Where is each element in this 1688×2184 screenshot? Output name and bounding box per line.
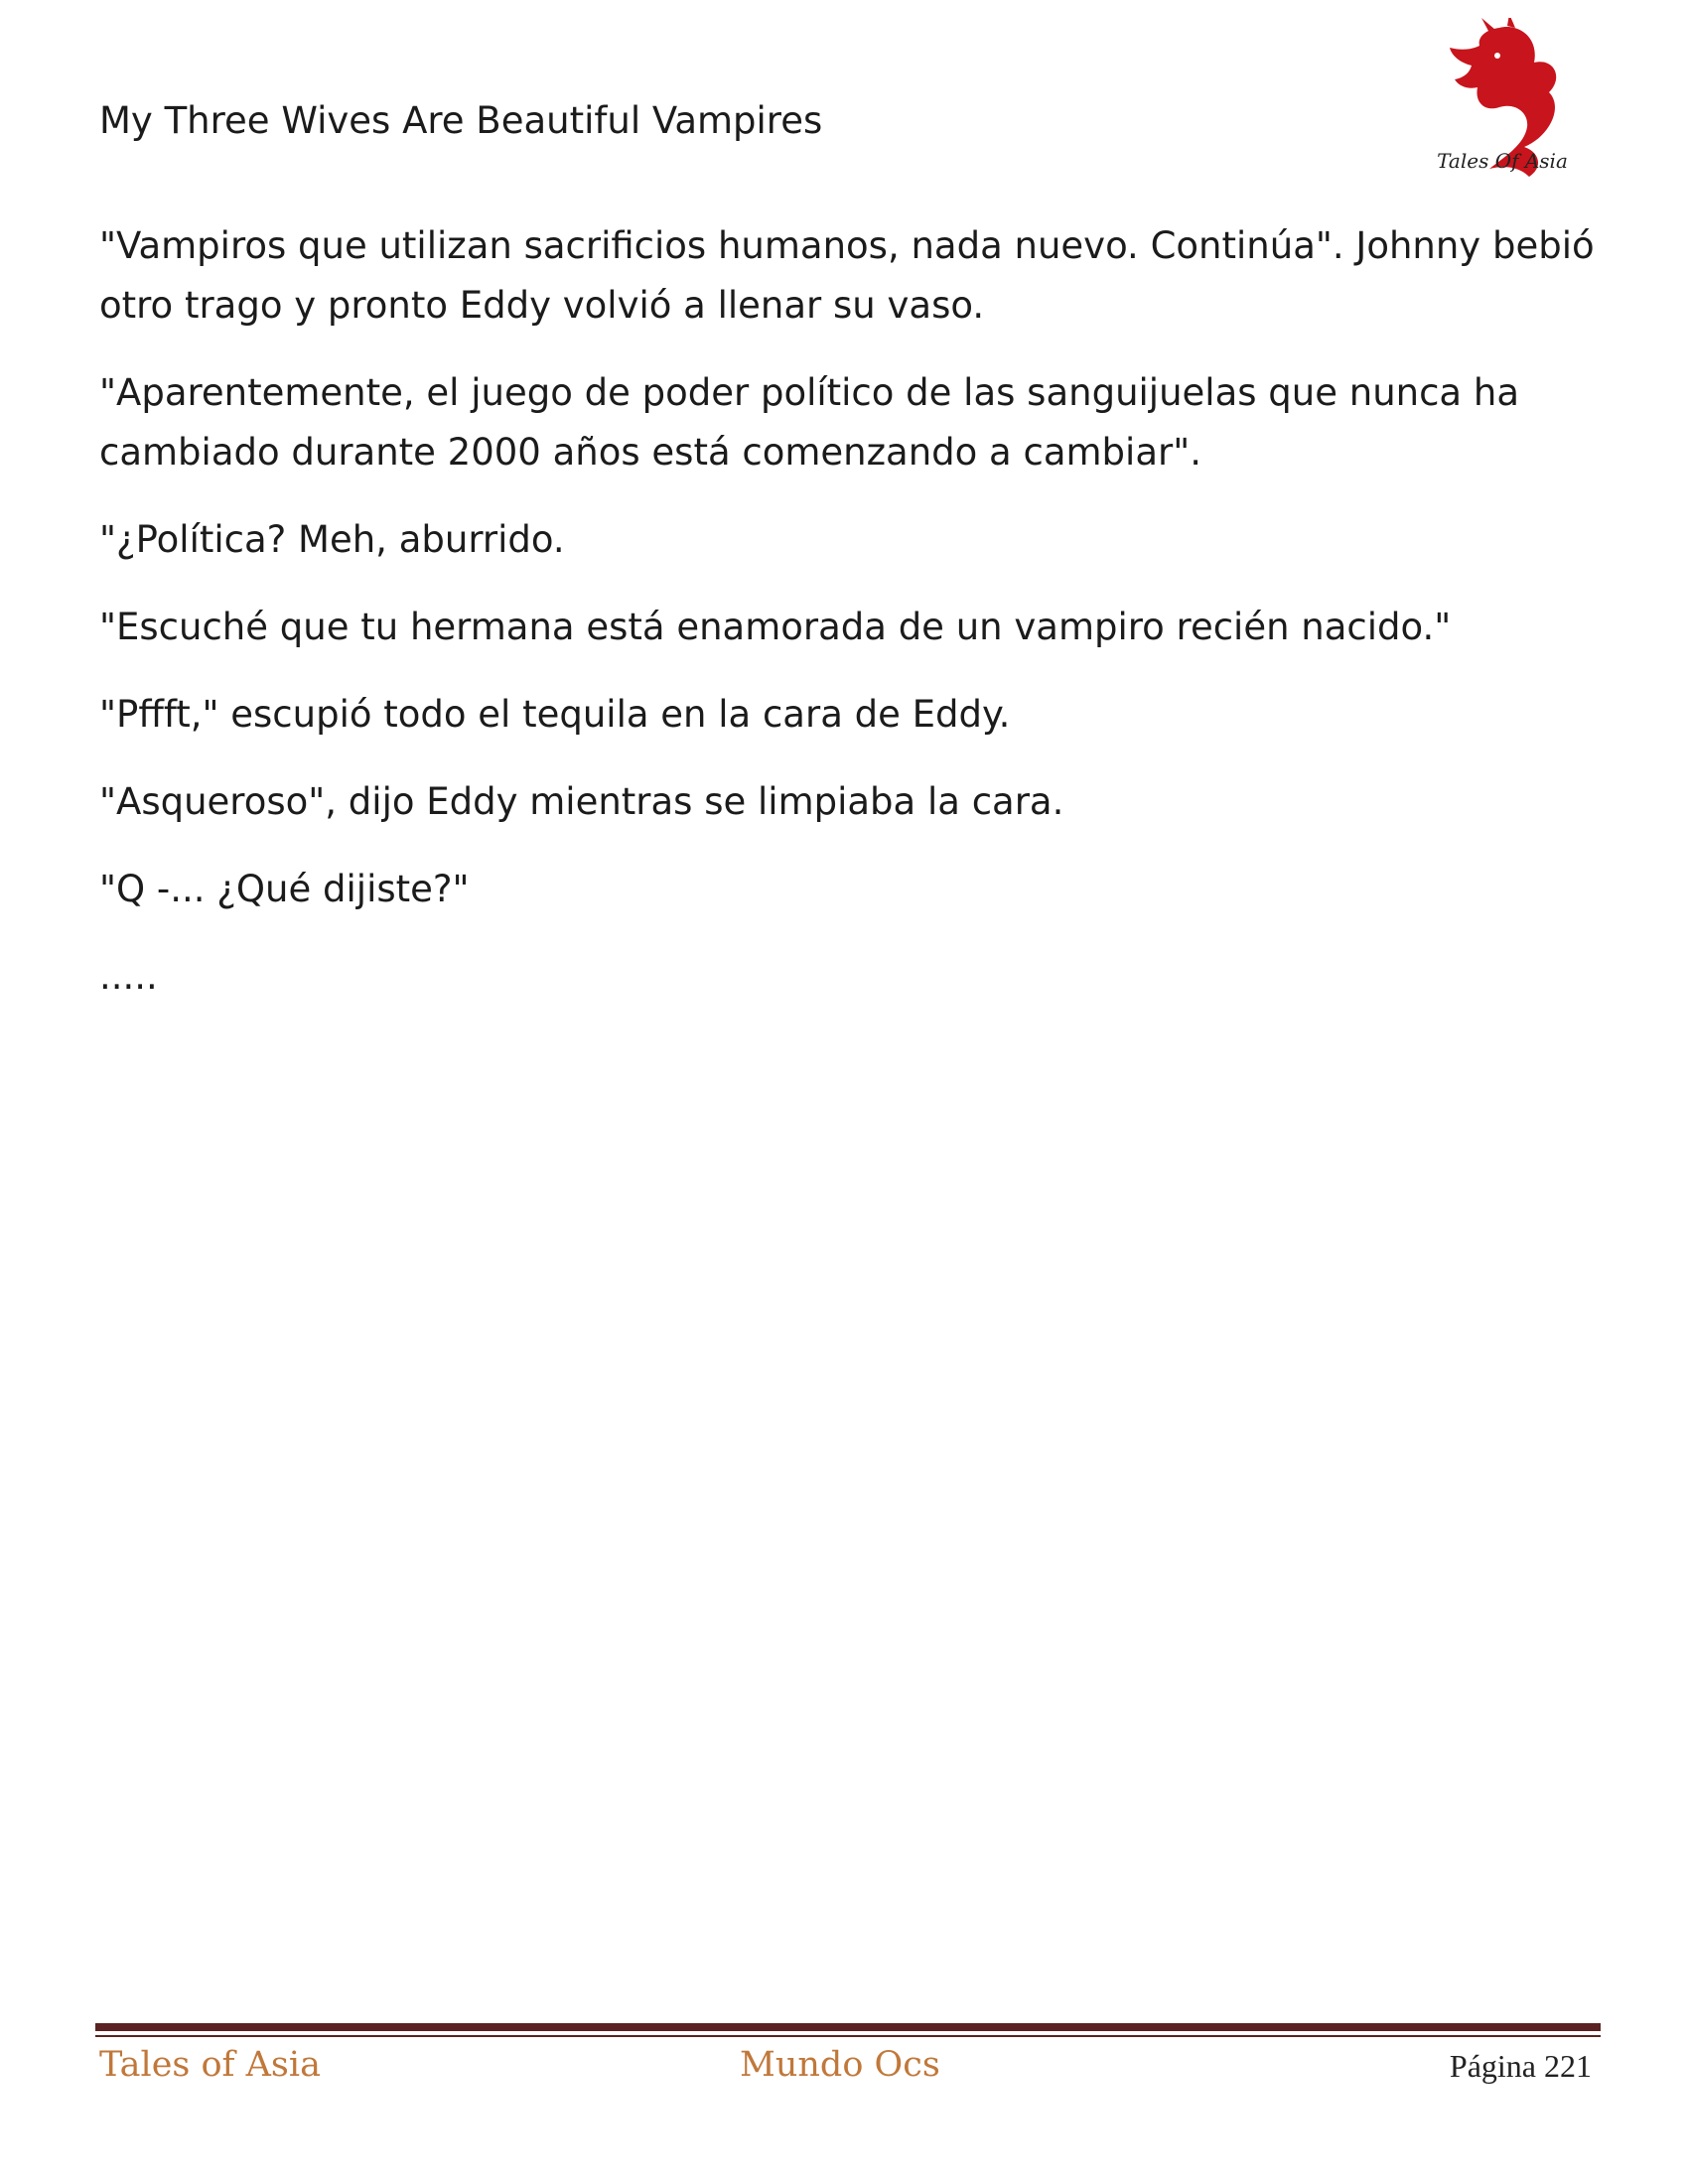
paragraph: "Escuché que tu hermana está enamorada de un vampiro recién nacido." [99, 606, 1452, 648]
paragraph: ..... [99, 955, 158, 998]
paragraph: "Q -... ¿Qué dijiste?" [99, 868, 470, 910]
page-body [99, 216, 1599, 1034]
page-number: Página 221 [1449, 2048, 1592, 2084]
paragraph: "¿Política? Meh, aburrido. [99, 518, 565, 561]
paragraph: "Aparentemente, el juego de poder político de las sanguijuelas que nunca ha cambiado durante 2000 años está comenzando a cambiar". [99, 371, 1519, 474]
logo-caption: Tales Of Asia [1437, 149, 1568, 173]
paragraph: "Asqueroso", dijo Eddy mientras se limpiaba la cara. [99, 780, 1064, 823]
footer-divider [95, 2023, 1601, 2031]
footer-section: Mundo Ocs [740, 2045, 940, 2085]
paragraph: "Pffft," escupió todo el tequila en la cara de Eddy. [99, 693, 1011, 736]
footer-publisher: Tales of Asia [99, 2045, 321, 2085]
paragraph: "Vampiros que utilizan sacrificios humanos, nada nuevo. Continúa". Johnny bebió otro trago y pronto Eddy volvió a llenar su vaso. [99, 224, 1595, 327]
footer-divider-thin [95, 2035, 1601, 2037]
page-title: My Three Wives Are Beautiful Vampires [99, 99, 823, 142]
